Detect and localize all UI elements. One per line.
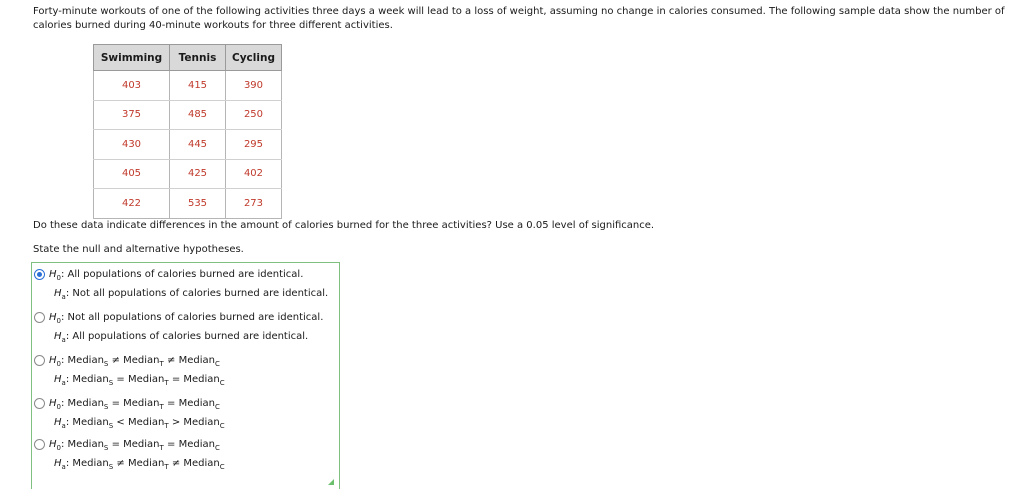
table-cell: 405 xyxy=(94,159,170,189)
h0-line: $H_0$: Median$_S$ = Median$_T$ = Median$_C$ xyxy=(49,439,220,452)
table-row xyxy=(94,189,282,219)
table-cell: 415 xyxy=(170,71,226,101)
ha-line: $H_a$: Median$_S$ = Median$_T$ = Median$_C$ xyxy=(54,374,225,387)
col-header-cycling: Cycling xyxy=(226,45,282,71)
table-cell: 422 xyxy=(94,189,170,219)
h0-line: $H_0$: Median$_S$ ≠ Median$_T$ ≠ Median$_C$ xyxy=(49,355,220,368)
h0-line: $H_0$: Not all populations of calories burned are identical. xyxy=(49,312,324,325)
table-row xyxy=(94,71,282,101)
table-header-row xyxy=(94,45,282,71)
problem-intro: Forty-minute workouts of one of the following activities three days a week will lead to a loss of weight, assuming no change in calories consumed. The following sample data show the number of calories burned during 40-minute workouts for three different activities. xyxy=(33,6,1005,31)
table-cell: 430 xyxy=(94,130,170,160)
table-cell: 425 xyxy=(170,159,226,189)
ha-line: $H_a$: Not all populations of calories burned are identical. xyxy=(54,288,329,301)
table-cell: 375 xyxy=(94,100,170,130)
ha-line: $H_a$: All populations of calories burned are identical. xyxy=(54,331,309,344)
radio-button[interactable] xyxy=(34,355,45,366)
table-cell: 403 xyxy=(94,71,170,101)
instruction-text: State the null and alternative hypotheses. xyxy=(33,244,244,255)
col-header-swimming: Swimming xyxy=(94,45,170,71)
radio-button[interactable] xyxy=(34,398,45,409)
radio-button-selected[interactable] xyxy=(34,269,45,280)
table-cell: 390 xyxy=(226,71,282,101)
ha-line: $H_a$: Median$_S$ ≠ Median$_T$ ≠ Median$_C$ xyxy=(54,458,225,471)
resize-corner-icon xyxy=(328,479,334,485)
table-cell: 273 xyxy=(226,189,282,219)
ha-line: $H_a$: Median$_S$ < Median$_T$ > Median$_C$ xyxy=(54,417,225,430)
table-cell: 485 xyxy=(170,100,226,130)
table-cell: 402 xyxy=(226,159,282,189)
col-header-tennis: Tennis xyxy=(170,45,226,71)
radio-button[interactable] xyxy=(34,439,45,450)
h0-line: $H_0$: Median$_S$ = Median$_T$ = Median$_C$ xyxy=(49,398,220,411)
table-cell: 445 xyxy=(170,130,226,160)
table-cell: 295 xyxy=(226,130,282,160)
table-row xyxy=(94,100,282,130)
calories-table xyxy=(93,44,282,219)
table-cell: 250 xyxy=(226,100,282,130)
table-row xyxy=(94,130,282,160)
h0-line: $H_0$: All populations of calories burned are identical. xyxy=(49,269,304,282)
radio-button[interactable] xyxy=(34,312,45,323)
table-row xyxy=(94,159,282,189)
question-text: Do these data indicate differences in the amount of calories burned for the three activities? Use a 0.05 level of significance. xyxy=(33,220,655,231)
table-cell: 535 xyxy=(170,189,226,219)
